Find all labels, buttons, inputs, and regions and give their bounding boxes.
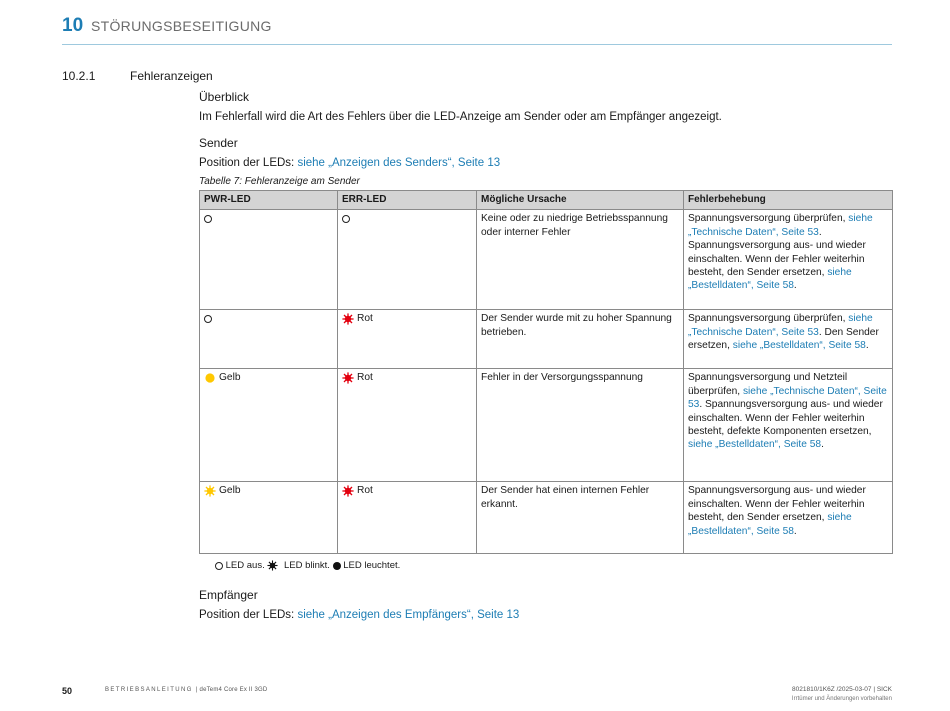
remedy-link[interactable]: siehe „Technische Daten“, Seite 53: [688, 213, 873, 238]
pwr-led-cell: [200, 210, 338, 310]
footer-doc: [105, 687, 267, 693]
remedy-text: . Spannungsversorgung aus- und wieder einschalten. Wenn der Fehler weiterhin besteht, den Sender ersetzen,: [688, 226, 866, 279]
section-title: Fehleranzeigen: [130, 69, 213, 83]
pwr-led-cell-label: Gelb: [219, 485, 241, 497]
cause-cell: Keine oder zu niedrige Betriebsspannung oder interner Fehler: [477, 210, 684, 310]
sender-position-prefix: Position der LEDs:: [199, 157, 295, 169]
remedy-link[interactable]: siehe „Bestelldaten“, Seite 58: [732, 340, 866, 352]
legend-on: LED leuchtet.: [343, 560, 401, 572]
remedy-text: Spannungsversorgung und Netzteil überprüfen,: [688, 372, 848, 397]
footer-product: | deTem4 Core Ex II 3GD: [195, 687, 268, 693]
sender-position: [199, 157, 892, 169]
remedy-text: Spannungsversorgung überprüfen,: [688, 313, 849, 325]
remedy-cell: [684, 482, 893, 554]
err-led-cell-label: Rot: [357, 485, 373, 497]
sender-heading: Sender: [199, 136, 238, 150]
led-off-icon: [215, 562, 223, 570]
err-led-cell: [338, 310, 477, 369]
section-number: 10.2.1: [62, 69, 96, 83]
table-row: [200, 210, 893, 310]
remedy-link[interactable]: siehe „Bestelldaten“, Seite 58: [688, 512, 852, 537]
led-flashing-red-icon: [342, 485, 354, 497]
led-legend: [215, 560, 892, 571]
content: [199, 90, 892, 621]
err-led-cell: [338, 210, 477, 310]
remedy-link[interactable]: siehe „Technische Daten“, Seite 53: [688, 313, 873, 338]
remedy-text: . Spannungsversorgung aus- und wieder einschalten. Wenn der Fehler weiterhin besteht, defekte Komponenten ersetzen,: [688, 399, 883, 438]
receiver-position-prefix: Position der LEDs:: [199, 609, 295, 622]
remedy-text: Spannungsversorgung aus- und wieder einschalten. Wenn der Fehler weiterhin besteht, den Sender ersetzen,: [688, 485, 866, 524]
remedy-cell: [684, 210, 893, 310]
remedy-link[interactable]: siehe „Bestelldaten“, Seite 58: [688, 267, 852, 292]
led-flashing-red-icon: [342, 313, 354, 325]
err-led-cell-label: Rot: [357, 372, 373, 384]
pwr-led-cell-label: Gelb: [219, 372, 241, 384]
receiver-position: [199, 609, 892, 621]
overview-heading: Überblick: [199, 90, 250, 104]
err-led-cell: [338, 369, 477, 482]
receiver-heading: Empfänger: [199, 588, 258, 603]
page-number: 50: [62, 686, 73, 696]
pwr-led-cell: [200, 482, 338, 554]
table-header-row: [200, 191, 893, 210]
led-on-yellow-icon: [204, 372, 216, 384]
chapter-number: 10: [62, 15, 84, 36]
err-led-cell: [338, 482, 477, 554]
col-header: ERR-LED: [338, 191, 477, 210]
legend-flashing: LED blinkt.: [284, 560, 330, 572]
error-table: [199, 190, 893, 554]
remedy-text: .: [793, 525, 797, 537]
overview-text: Im Fehlerfall wird die Art des Fehlers über die LED-Anzeige am Sender oder am Empfänger angezeigt.: [199, 111, 722, 123]
remedy-link[interactable]: siehe „Bestelldaten“, Seite 58: [688, 439, 822, 451]
led-off-icon: [204, 215, 212, 223]
cause-cell: Der Sender wurde mit zu hoher Spannung betrieben.: [477, 310, 684, 369]
err-led-cell-label: Rot: [357, 313, 373, 325]
led-off-icon: [342, 215, 350, 223]
table-row: [200, 482, 893, 554]
table-row: [200, 369, 893, 482]
led-off-icon: [204, 315, 212, 323]
chapter-divider: [62, 44, 892, 45]
pwr-led-cell: [200, 310, 338, 369]
led-flashing-yellow-icon: [204, 485, 216, 497]
remedy-text: Spannungsversorgung überprüfen,: [688, 213, 849, 225]
receiver-position-link[interactable]: siehe „Anzeigen des Empfängers“, Seite 13: [297, 609, 520, 622]
led-flashing-red-icon: [342, 372, 354, 384]
led-on-icon: [333, 562, 341, 570]
remedy-text: .: [793, 280, 797, 292]
remedy-cell: [684, 310, 893, 369]
col-header: Fehlerbehebung: [684, 191, 893, 210]
remedy-text: .: [865, 340, 869, 352]
remedy-text: . Den Sender ersetzen,: [688, 326, 879, 352]
led-flashing-icon: [267, 560, 278, 571]
chapter-title: STÖRUNGSBESEITIGUNG: [91, 18, 272, 34]
footer-disclaimer: Irrtümer und Änderungen vorbehalten: [791, 696, 892, 702]
cause-cell: Fehler in der Versorgungsspannung: [477, 369, 684, 482]
legend-off: LED aus.: [225, 560, 265, 572]
remedy-link[interactable]: siehe „Technische Daten“, Seite 53: [688, 385, 887, 411]
remedy-cell: [684, 369, 893, 482]
remedy-text: .: [821, 439, 824, 451]
sender-position-link[interactable]: siehe „Anzeigen des Senders“, Seite 13: [297, 157, 501, 169]
table-row: [200, 310, 893, 369]
cause-cell: Der Sender hat einen internen Fehler erkannt.: [477, 482, 684, 554]
footer-doc-type: BETRIEBSANLEITUNG: [105, 687, 193, 693]
col-header: Mögliche Ursache: [477, 191, 684, 210]
pwr-led-cell: [200, 369, 338, 482]
col-header: PWR-LED: [200, 191, 338, 210]
table-caption: Tabelle 7: Fehleranzeige am Sender: [199, 176, 360, 187]
footer-doc-id: 8021810/1K6Z /2025-03-07 | SICK: [792, 686, 892, 693]
